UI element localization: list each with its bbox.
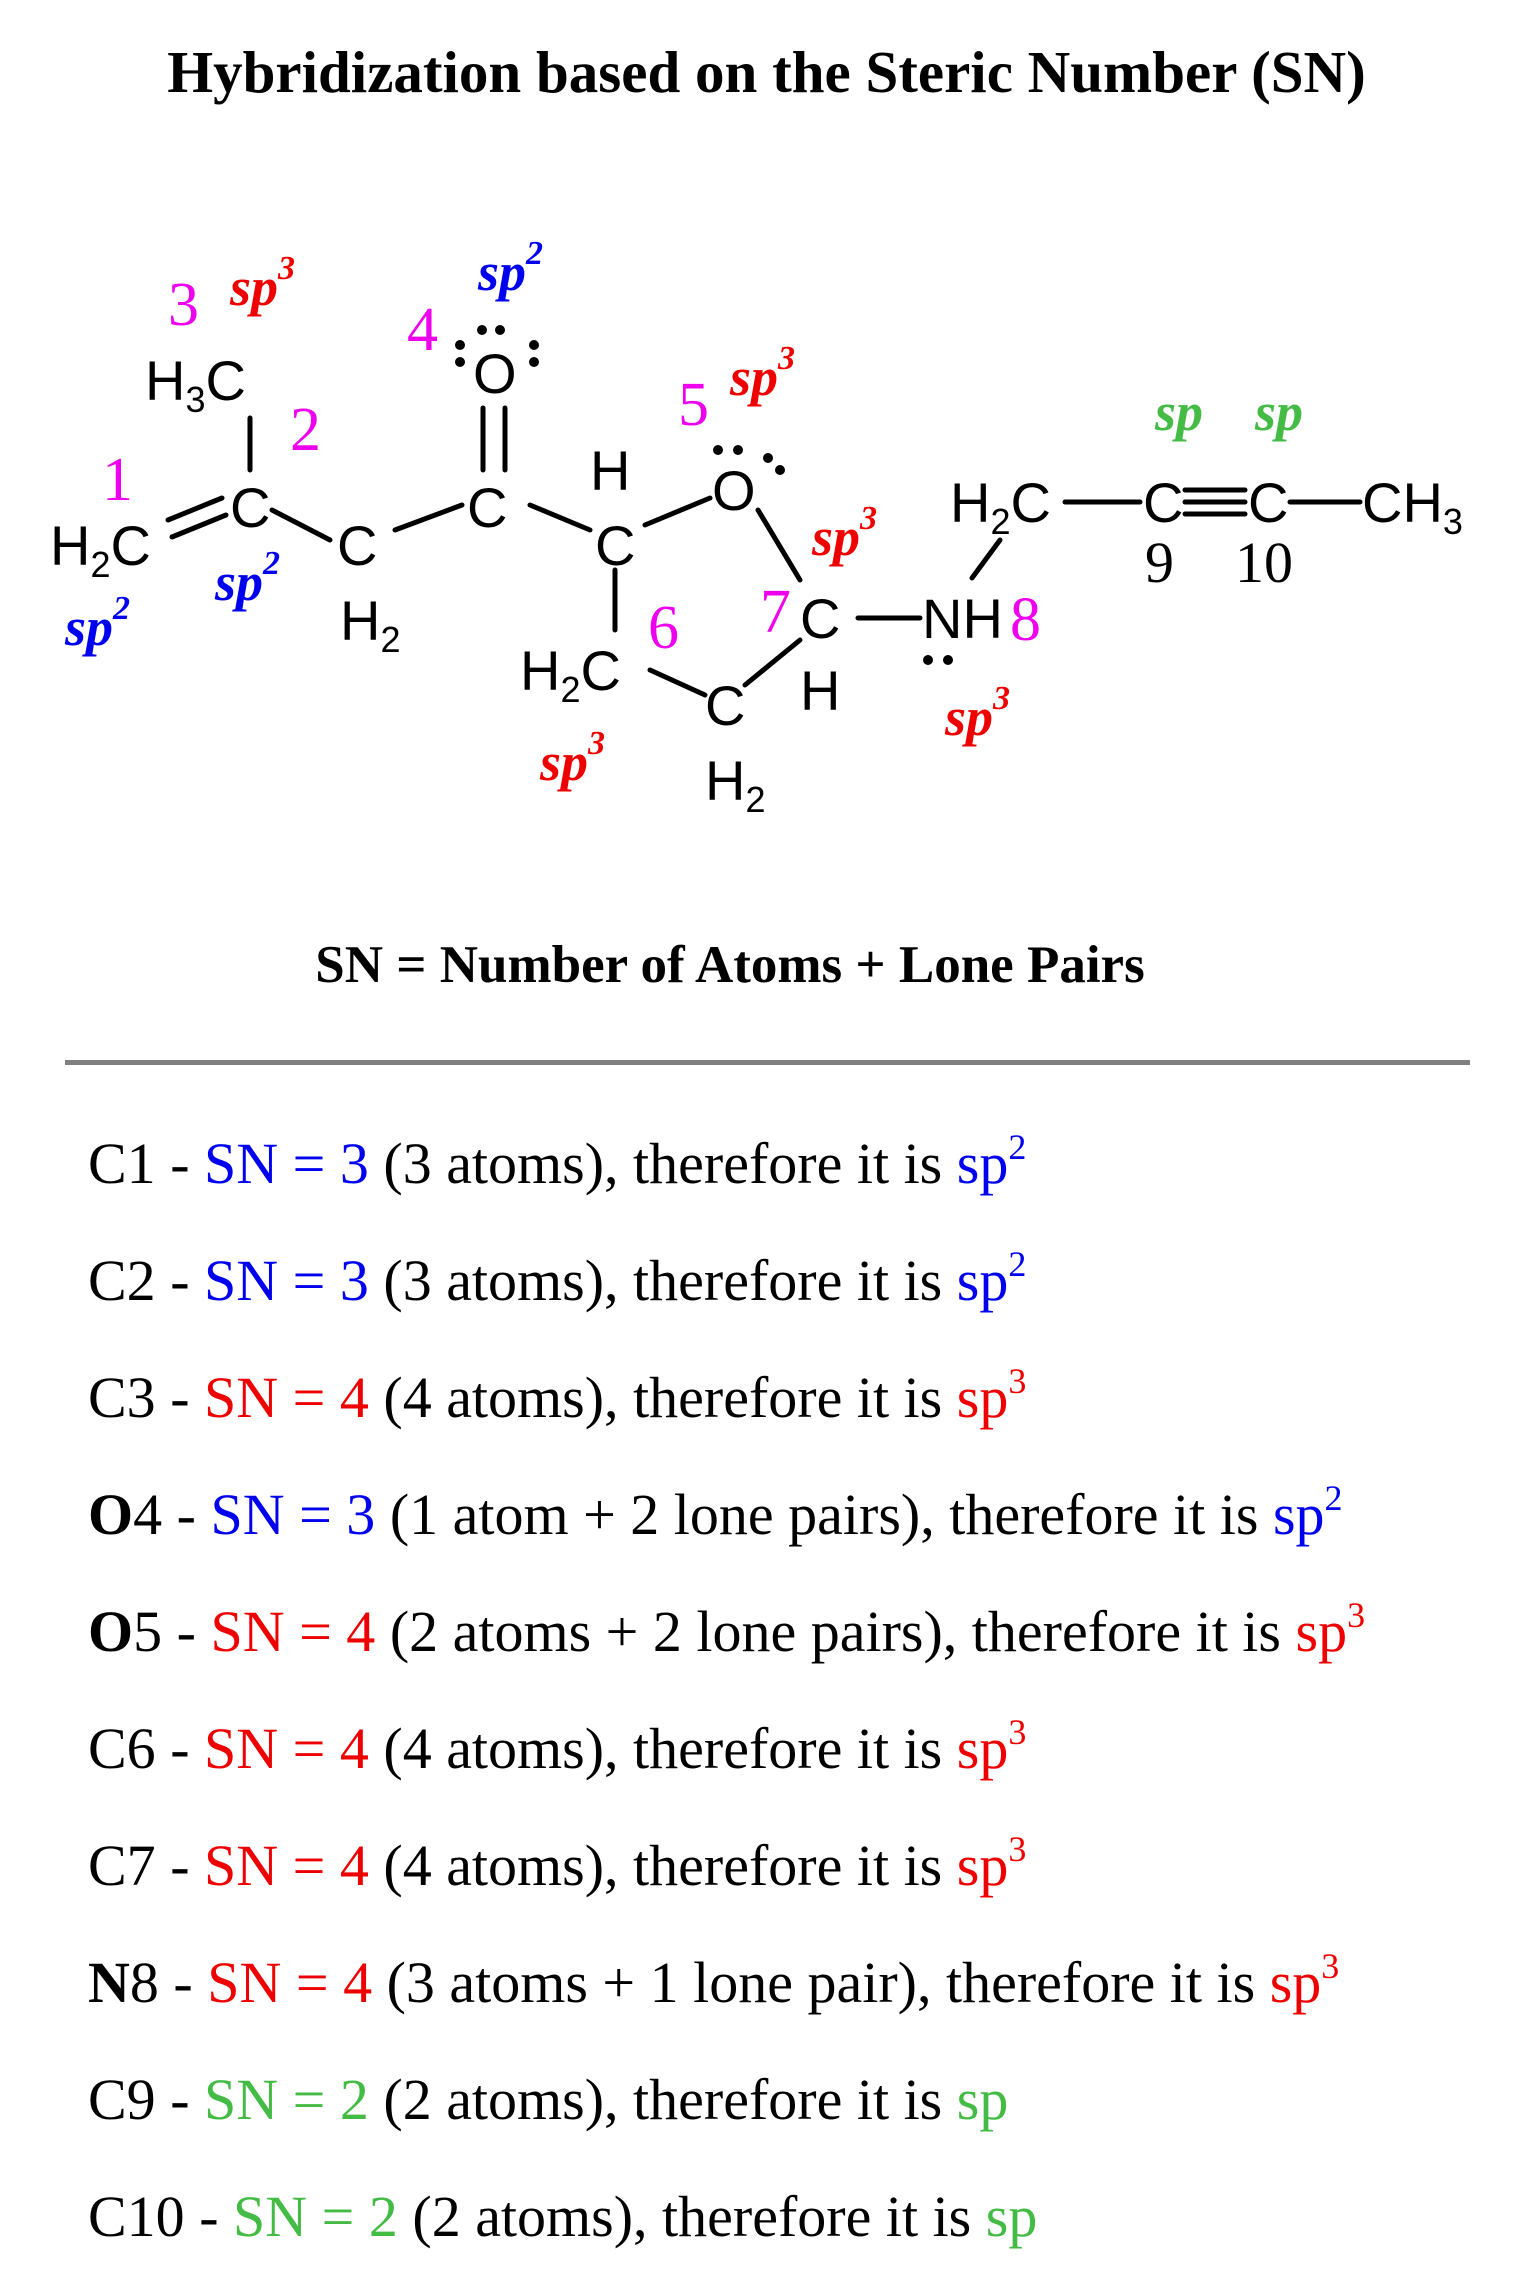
molecule-diagram bbox=[0, 0, 1533, 900]
atom-c2: C bbox=[230, 476, 271, 539]
lone-pair-o4-top-a bbox=[477, 325, 487, 335]
atom-number-5: 5 bbox=[678, 371, 709, 439]
atom-h2c1: $H_2C$ bbox=[50, 514, 151, 585]
atom-c7-h: H bbox=[800, 659, 841, 722]
explanation-row-n8: N8 - SN = 4 (3 atoms + 1 lone pair), therefore it is $sp^3$ bbox=[88, 1946, 1340, 2015]
bond-nh-h2c bbox=[972, 540, 1000, 578]
explanation-row-o5: O5 - SN = 4 (2 atoms + 2 lone pairs), therefore it is $sp^3$ bbox=[88, 1595, 1366, 1664]
atom-o5: O bbox=[712, 459, 756, 522]
lone-pair-n8-b bbox=[943, 655, 953, 665]
atom-number-1: 1 bbox=[102, 446, 133, 514]
hybrid-label-2: $sp^2$ bbox=[215, 545, 281, 612]
bond-ch2-c bbox=[395, 505, 462, 530]
atom-ch2-h: $H_2$ bbox=[340, 589, 401, 660]
hybrid-label-8: $sp^3$ bbox=[945, 680, 1011, 747]
bond-c1-c2-a bbox=[168, 498, 222, 520]
explanation-row-c9: C9 - SN = 2 (2 atoms), therefore it is sp bbox=[88, 2067, 1009, 2132]
explanation-row-c1: C1 - SN = 3 (3 atoms), therefore it is $sp^2$ bbox=[88, 1127, 1027, 1196]
atom-c10: C bbox=[1248, 471, 1289, 534]
lone-pair-o5-right-a bbox=[763, 453, 773, 463]
lone-pair-o5-right-b bbox=[775, 465, 785, 475]
page-title: Hybridization based on the Steric Number (SN) bbox=[167, 39, 1366, 105]
bond-c1-c2-b bbox=[172, 515, 226, 537]
divider bbox=[65, 1060, 1470, 1065]
atom-c9: C bbox=[1143, 471, 1184, 534]
atom-o4: O bbox=[473, 342, 517, 405]
bond-c6-ring bbox=[650, 670, 705, 695]
lone-pair-o4-right-a bbox=[529, 340, 539, 350]
lone-pair-o4-top-b bbox=[495, 325, 505, 335]
atom-number-6: 6 bbox=[648, 594, 679, 662]
atom-c7: C bbox=[800, 587, 841, 650]
explanation-row-o4: O4 - SN = 3 (1 atom + 2 lone pairs), therefore it is $sp^2$ bbox=[88, 1478, 1343, 1547]
lone-pair-n8-a bbox=[923, 655, 933, 665]
bond-ring-c7 bbox=[745, 640, 800, 685]
bond-ch-o5 bbox=[645, 498, 710, 525]
lone-pair-o5-top-b bbox=[733, 445, 743, 455]
bond-o5-c7 bbox=[758, 510, 800, 580]
explanation-row-c6: C6 - SN = 4 (4 atoms), therefore it is $sp^3$ bbox=[88, 1712, 1027, 1781]
atom-ch2-c: C bbox=[337, 514, 378, 577]
hybrid-label-10: sp bbox=[1255, 382, 1304, 442]
atom-number-4: 4 bbox=[407, 296, 438, 364]
hybrid-label-9: sp bbox=[1155, 382, 1204, 442]
bond-c-ch bbox=[530, 505, 590, 530]
atom-number-2: 2 bbox=[290, 396, 321, 464]
atom-c-carbonyl: C bbox=[467, 476, 508, 539]
bond-c2-ch2 bbox=[272, 510, 330, 540]
atom-c-ring: C bbox=[705, 674, 746, 737]
atom-c-h-hydrogen: H bbox=[590, 439, 631, 502]
hybrid-label-7: $sp^3$ bbox=[812, 500, 878, 567]
atom-h3c: $H_3C$ bbox=[145, 349, 246, 420]
atom-numbers bbox=[102, 271, 1293, 662]
atom-number-8: 8 bbox=[1010, 586, 1041, 654]
atom-c-ring-h: $H_2$ bbox=[705, 749, 766, 820]
hybrid-label-4: $sp^2$ bbox=[478, 235, 544, 302]
explanation-row-c2: C2 - SN = 3 (3 atoms), therefore it is $sp^2$ bbox=[88, 1244, 1027, 1313]
lone-pair-o4-right-b bbox=[529, 357, 539, 367]
atom-ch3: $CH_3$ bbox=[1362, 471, 1463, 542]
hybrid-label-5: $sp^3$ bbox=[730, 340, 796, 407]
atom-h2c9: $H_2C$ bbox=[950, 471, 1051, 542]
explanation-row-c10: C10 - SN = 2 (2 atoms), therefore it is sp bbox=[88, 2184, 1038, 2249]
atom-c-h: C bbox=[595, 514, 636, 577]
steric-number-formula: SN = Number of Atoms + Lone Pairs bbox=[315, 936, 1145, 994]
atom-nh: NH bbox=[922, 587, 1003, 650]
hybrid-label-1: $sp^2$ bbox=[65, 590, 131, 657]
lone-pair-o5-top-a bbox=[713, 445, 723, 455]
explanation-row-c7: C7 - SN = 4 (4 atoms), therefore it is $sp^3$ bbox=[88, 1829, 1027, 1898]
hybrid-label-6: $sp^3$ bbox=[540, 725, 606, 792]
explanation-row-c3: C3 - SN = 4 (4 atoms), therefore it is $sp^3$ bbox=[88, 1361, 1027, 1430]
hybrid-label-3: $sp^3$ bbox=[230, 250, 296, 317]
lone-pair-o4-left-b bbox=[455, 357, 465, 367]
atom-number-7: 7 bbox=[760, 578, 791, 646]
atom-number-9: 9 bbox=[1145, 530, 1174, 595]
atom-number-3: 3 bbox=[168, 271, 199, 339]
lone-pair-o4-left-a bbox=[455, 340, 465, 350]
atom-h2c6: $H_2C$ bbox=[520, 639, 621, 710]
atom-number-10: 10 bbox=[1235, 530, 1293, 595]
